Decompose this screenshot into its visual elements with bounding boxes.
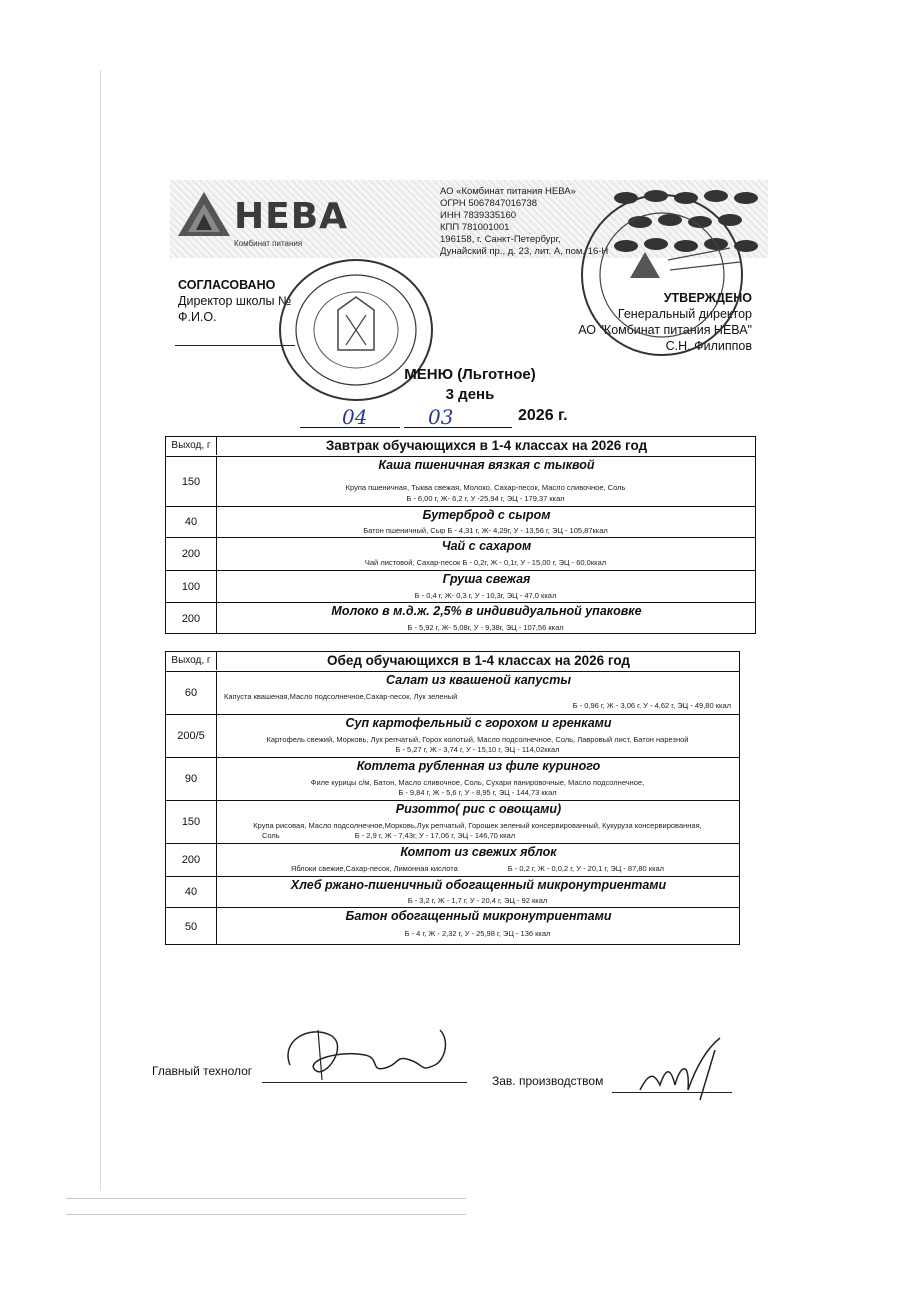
approval-right-position: Генеральный директор bbox=[617, 307, 752, 321]
item-nutrition: Яблоки свежие,Сахар-песок, Лимонная кислота Б - 0,2 г, Ж - 0,0,2 г, У - 20,1 г, ЭЦ - 87,80 ккал bbox=[290, 864, 665, 873]
chief-technologist-signature-icon bbox=[270, 1010, 470, 1090]
item-yield: 100 bbox=[166, 571, 217, 602]
menu-date bbox=[300, 405, 620, 431]
table-row bbox=[166, 602, 755, 634]
table-row bbox=[166, 671, 739, 714]
item-yield: 200 bbox=[166, 844, 217, 876]
item-ingredients: Крупа пшеничная, Тыква свежая, Молоко, Сахар-песок, Масло сливочное, Соль bbox=[345, 483, 626, 492]
company-line: Дунайский пр., д. 23, лит. А, пом. 16-Н bbox=[440, 246, 609, 257]
lunch-title: Обед обучающихся в 1-4 классах на 2026 год bbox=[327, 653, 630, 668]
item-nutrition: Б - 3,2 г, Ж - 1,7 г, У - 20,4 г, ЭЦ - 92 ккал bbox=[407, 896, 548, 905]
table-row bbox=[166, 537, 755, 570]
item-yield: 50 bbox=[166, 908, 217, 945]
item-nutrition: Б - 5,27 г, Ж - 3,74 г, У - 15,10 г, ЭЦ - 114,02ккал bbox=[395, 745, 560, 754]
item-name: Ризотто( рис с овощами) bbox=[395, 802, 562, 816]
production-head-label: Зав. производством bbox=[492, 1074, 604, 1088]
table-row bbox=[166, 800, 739, 843]
table-row bbox=[166, 714, 739, 757]
item-ingredients: Картофель свежий, Морковь, Лук репчатый, Горох колотый, Масло подсолнечное, Соль, Лавровый лист, Батон нарезной bbox=[266, 735, 689, 744]
item-nutrition: Б - 0,96 г, Ж - 3,06 г, У - 4,62 г, ЭЦ - 49,80 ккал bbox=[572, 701, 731, 710]
item-name: Компот из свежих яблок bbox=[400, 845, 557, 859]
item-yield: 200/5 bbox=[166, 715, 217, 757]
item-nutrition: Соль Б - 2,9 г, Ж - 7,43г, У - 17,06 г, ЭЦ - 146,70 ккал bbox=[262, 831, 516, 840]
company-line: АО «Комбинат питания НЕВА» bbox=[440, 186, 576, 197]
yield-column-header: Выход, г bbox=[166, 437, 217, 455]
item-name: Салат из квашеной капусты bbox=[385, 673, 572, 687]
approval-left-name: Ф.И.О. bbox=[178, 310, 217, 324]
scan-edge-line bbox=[66, 1198, 466, 1199]
scan-edge-line bbox=[100, 70, 101, 1190]
date-day: 04 bbox=[342, 405, 368, 429]
item-nutrition: Б - 5,92 г, Ж- 5,08г, У - 9,38г, ЭЦ - 107,56 ккал bbox=[407, 623, 564, 632]
item-nutrition: Б - 4 г, Ж - 2,32 г, У - 25,98 г, ЭЦ - 136 ккал bbox=[404, 929, 551, 938]
item-name: Чай с сахаром bbox=[441, 539, 532, 553]
item-yield: 90 bbox=[166, 758, 217, 800]
lunch-table bbox=[165, 651, 740, 945]
company-stamp-icon bbox=[570, 190, 750, 360]
date-year: 2026 г. bbox=[518, 407, 568, 424]
item-name: Хлеб ржано-пшеничный обогащенный микронутриентами bbox=[290, 878, 667, 892]
breakfast-table bbox=[165, 436, 756, 634]
item-nutrition: Чай листовой, Сахар-песок Б - 0,2г, Ж - 0,1г, У - 15,00 г, ЭЦ - 60,0ккал bbox=[364, 558, 607, 567]
yield-column-header: Выход, г bbox=[166, 652, 217, 670]
table-header bbox=[166, 652, 739, 670]
menu-day-number: 3 день bbox=[445, 386, 495, 403]
approval-left bbox=[178, 277, 291, 325]
company-line: ИНН 7839335160 bbox=[440, 210, 517, 221]
approval-right-name: С.Н. Филиппов bbox=[665, 339, 752, 353]
item-ingredients: Капуста квашеная,Масло подсолнечное,Сахар-песок, Лук зеленый bbox=[224, 692, 458, 701]
neva-logo-icon bbox=[176, 190, 232, 246]
item-nutrition: Б - 0,4 г, Ж- 0,3 г, У - 10,3г, ЭЦ - 47,0 ккал bbox=[414, 591, 557, 600]
table-row bbox=[166, 456, 755, 506]
date-month: 03 bbox=[428, 405, 454, 429]
table-row bbox=[166, 907, 739, 945]
item-name: Каша пшеничная вязкая с тыквой bbox=[378, 458, 595, 472]
item-yield: 200 bbox=[166, 603, 217, 634]
table-row bbox=[166, 506, 755, 537]
item-yield: 40 bbox=[166, 507, 217, 537]
item-ingredients: Крупа рисовая, Масло подсолнечное,Морковь,Лук репчатый, Горошек зеленый консервированный, Кукуруза консервированная, bbox=[253, 821, 702, 830]
logo-wordmark: НЕВА bbox=[234, 196, 349, 237]
item-nutrition: Б - 9,84 г, Ж - 5,6 г, У - 8,95 г, ЭЦ - 144,73 ккал bbox=[398, 788, 557, 797]
table-row bbox=[166, 843, 739, 876]
table-row bbox=[166, 570, 755, 602]
item-name: Бутерброд с сыром bbox=[422, 508, 551, 522]
production-head-signature-icon bbox=[630, 1030, 740, 1110]
chief-technologist-label: Главный технолог bbox=[152, 1064, 253, 1078]
item-nutrition: Б - 6,00 г, Ж- 6,2 г, У -25,94 г, ЭЦ - 179,37 ккал bbox=[406, 494, 565, 503]
scan-edge-line bbox=[66, 1214, 466, 1215]
approval-right-company: АО "Комбинат питания НЕВА" bbox=[578, 323, 752, 337]
approval-right-heading: УТВЕРЖДЕНО bbox=[663, 291, 752, 305]
table-row bbox=[166, 757, 739, 800]
item-name: Суп картофельный с горохом и гренками bbox=[345, 716, 612, 730]
item-yield: 150 bbox=[166, 457, 217, 506]
item-ingredients: Филе курицы с/м, Батон, Масло сливочное, Соль, Сухари панировочные, Масло подсолнечное, bbox=[310, 778, 645, 787]
item-name: Котлета рубленная из филе куриного bbox=[356, 759, 601, 773]
item-yield: 60 bbox=[166, 672, 217, 714]
item-yield: 150 bbox=[166, 801, 217, 843]
company-line: КПП 781001001 bbox=[440, 222, 510, 233]
table-row bbox=[166, 876, 739, 907]
breakfast-title: Завтрак обучающихся в 1-4 классах на 2026 год bbox=[325, 438, 648, 453]
company-line: 196158, г. Санкт-Петербург, bbox=[440, 234, 561, 245]
date-month-line bbox=[404, 427, 512, 428]
item-name: Молоко в м.д.ж. 2,5% в индивидуальной упаковке bbox=[331, 604, 642, 618]
menu-title-main: МЕНЮ (Льготное) bbox=[404, 366, 536, 383]
menu-title bbox=[330, 365, 610, 405]
company-line: ОГРН 5067847016738 bbox=[440, 198, 538, 209]
logo-subtitle: Комбинат питания bbox=[234, 239, 303, 248]
approval-left-position: Директор школы № bbox=[178, 294, 292, 308]
item-name: Груша свежая bbox=[442, 572, 531, 586]
approval-left-heading: СОГЛАСОВАНО bbox=[178, 278, 276, 292]
table-header bbox=[166, 437, 755, 455]
item-yield: 40 bbox=[166, 877, 217, 907]
item-name: Батон обогащенный микронутриентами bbox=[345, 909, 612, 923]
item-nutrition: Батон пшеничный, Сыр Б - 4,31 г, Ж- 4,29г, У - 13,56 г, ЭЦ - 105,87ккал bbox=[363, 526, 608, 535]
item-yield: 200 bbox=[166, 538, 217, 570]
